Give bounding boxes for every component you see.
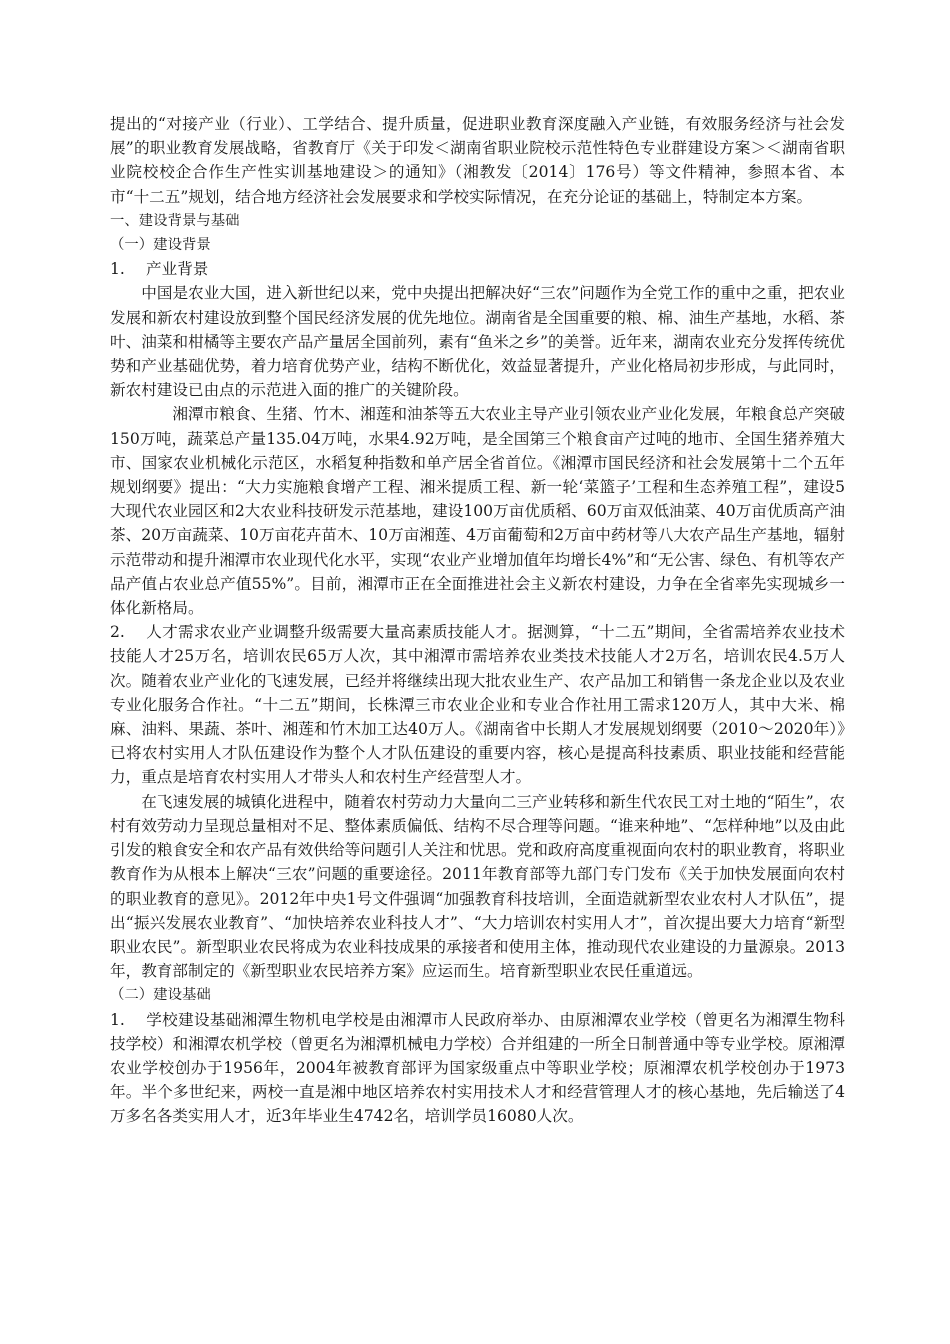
item-text: 人才需求农业产业调整升级需要大量高素质技能人才。据测算，“十二五”期间，全省需培养农业技术技能人才25万名，培训农民65万人次，其中湘潭市需培养农业类技术技能人才2万名，培训农民4.5万人次。随着农业产业化的飞速发展，已经并将继续出现大批农业生产、农产品加工和销售一条龙企业以及农业专业化服务合作社。“十二五”期间，长株潭三市农业企业和专业合作社用工需求120万人，其中大米、棉麻、油料、果蔬、茶叶、湘莲和竹木加工达40万人。《湖南省中长期人才发展规划纲要（2010～2020年）》已将农村实用人才队伍建设作为整个人才队伍建设的重要内容，核心是提高科技素质、职业技能和经营能力，重点是培育农村实用人才带头人和农村生产经营型人才。 [110,623,845,787]
item-title: 产业背景 [146,260,209,279]
item-number: 1. [110,260,125,279]
intro-paragraph: 提出的“对接产业（行业）、工学结合、提升质量，促进职业教育深度融入产业链，有效服务经济与社会发展”的职业教育发展战略，省教育厅《关于印发＜湖南省职业院校示范性特色专业群建设方案＞＜湖南省职业院校校企合作生产性实训基地建设＞的通知》（湘教发〔2014〕176号）等文件精神，参照本省、本市“十二五”规划，结合地方经济社会发展要求和学校实际情况，在充分论证的基础上，特制定本方案。 [110,115,845,206]
paragraph-agriculture: 中国是农业大国，进入新世纪以来，党中央提出把解决好“三农”问题作为全党工作的重中之重，把农业发展和新农村建设放到整个国民经济发展的优先地位。湖南省是全国重要的粮、棉、油生产基地，水稻、茶叶、油菜和柑橘等主要农产品产量居全国前列，素有“鱼米之乡”的美誉。近年来，湖南农业充分发挥传统优势和产业基础优势，着力培育优势产业，结构不断优化，效益显著提升，产业化格局初步形成，与此同时，新农村建设已由点的示范进入面的推广的关键阶段。 [110,284,845,400]
numbered-item-industry [110,257,845,281]
item-number: 1. [110,1010,125,1029]
paragraph-xiangtan: 湘潭市粮食、生猪、竹木、湘莲和油茶等五大农业主导产业引领农业产业化发展，年粮食总产突破150万吨，蔬菜总产量135.04万吨，水果4.92万吨，是全国第三个粮食亩产过吨的地市、全国生猪养殖大市、国家农业机械化示范区，水稻复种指数和单产居全省首位。《湘潭市国民经济和社会发展第十二个五年规划纲要》提出：“大力实施粮食增产工程、湘米提质工程、新一轮‘菜篮子’工程和生态养殖工程”，建设5大现代农业园区和2大农业科技研发示范基地，建设100万亩优质稻、60万亩双低油菜、40万亩优质高产油茶、20万亩蔬菜、10万亩花卉苗木、10万亩湘莲、4万亩葡萄和2万亩中药材等八大农产品生产基地，辐射示范带动和提升湘潭市农业现代化水平，实现“农业产业增加值年均增长4%”和“无公害、绿色、有机等农产品产值占农业总产值55%”。目前，湘潭市正在全面推进社会主义新农村建设，力争在全省率先实现城乡一体化新格局。 [110,405,845,618]
document-page [110,112,845,1129]
section-heading-1: 一、建设背景与基础 [110,212,240,229]
paragraph-urbanization: 在飞速发展的城镇化进程中，随着农村劳动力大量向二三产业转移和新生代农民工对土地的“陌生”，农村有效劳动力呈现总量相对不足、整体素质偏低、结构不尽合理等问题。“谁来种地”、“怎样种地”以及由此引发的粮食安全和农产品有效供给等问题引人关注和忧思。党和政府高度重视面向农村的职业教育，将职业教育作为从根本上解决“三农”问题的重要途径。2011年教育部等九部门专门发布《关于加快发展面向农村的职业教育的意见》。2012年中央1号文件强调“加强教育科技培训，全面造就新型农业农村人才队伍”，提出“振兴发展农业教育”、“加快培养农业科技人才”、“大力培训农村实用人才”，首次提出要大力培育“新型职业农民”。新型职业农民将成为农业科技成果的承接者和使用主体，推动现代农业建设的力量源泉。2013年，教育部制定的《新型职业农民培养方案》应运而生。培育新型职业农民任重道远。 [110,792,845,981]
numbered-item-school [110,1008,845,1129]
item-number: 2. [110,623,125,642]
subsection-heading-foundation: （二）建设基础 [110,987,211,1004]
item-text: 学校建设基础湘潭生物机电学校是由湘潭市人民政府举办、由原湘潭农业学校（曾更名为湘潭生物科技学校）和湘潭农机学校（曾更名为湘潭机械电力学校）合并组建的一所全日制普通中等专业学校。原湘潭农业学校创办于1956年，2004年被教育部评为国家级重点中等职业学校；原湘潭农机学校创办于1973年。半个多世纪来，两校一直是湘中地区培养农村实用技术人才和经营管理人才的核心基地，先后输送了4万多名各类实用人才，近3年毕业生4742名，培训学员16080人次。 [110,1010,845,1126]
numbered-item-talent [110,620,845,789]
subsection-heading-background: （一）建设背景 [110,237,211,254]
